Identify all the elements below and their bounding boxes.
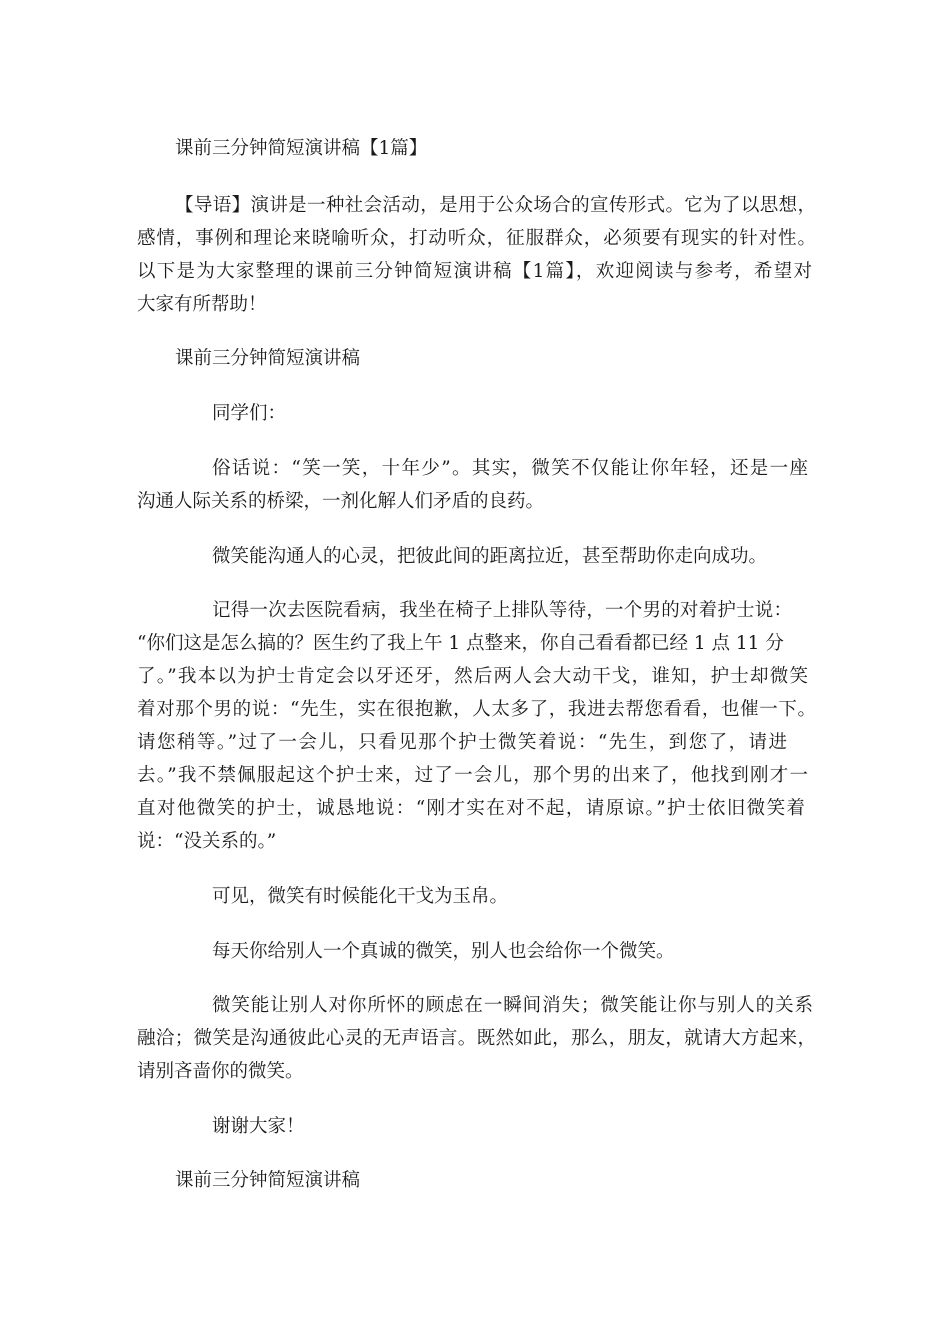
section-heading: 课前三分钟简短演讲稿	[175, 1170, 361, 1191]
paragraph-line: 了。”我本以为护士肯定会以牙还牙，然后两人会大动干戈，谁知，护士却微笑	[137, 666, 808, 687]
paragraph-line: 俗话说：“笑一笑，十年少”。其实，微笑不仅能让你年轻，还是一座	[212, 458, 808, 479]
intro-line: 以下是为大家整理的课前三分钟简短演讲稿【1篇】，欢迎阅读与参考，希望对	[137, 261, 812, 282]
paragraph-line: 请您稍等。”过了一会儿，只看见那个护士微笑着说：“先生，到您了，请进	[137, 732, 787, 753]
paragraph-2: 微笑能沟通人的心灵，把彼此间的距离拉近，甚至帮助你走向成功。	[212, 546, 768, 567]
paragraph-line: 直对他微笑的护士，诚恳地说：“刚才实在对不起，请原谅。”护士依旧微笑着	[137, 798, 805, 819]
paragraph-line: “你们这是怎么搞的？医生约了我上午 1 点整来，你自己看看都已经 1 点 11 分	[137, 633, 784, 654]
intro-line: 大家有所帮助！	[137, 294, 267, 315]
paragraph-line: 融洽；微笑是沟通彼此心灵的无声语言。既然如此，那么，朋友，就请大方起来，	[137, 1028, 816, 1049]
intro-line: 【导语】演讲是一种社会活动，是用于公众场合的宣传形式。它为了以思想，	[175, 195, 816, 216]
intro-line: 感情，事例和理论来晓喻听众，打动听众，征服群众，必须要有现实的针对性。	[137, 228, 816, 249]
closing-line: 谢谢大家！	[212, 1116, 305, 1137]
paragraph-line: 着对那个男的说：“先生，实在很抱歉，人太多了，我进去帮您看看，也催一下。	[137, 699, 816, 720]
salutation: 同学们：	[212, 403, 287, 424]
paragraph-line: 请别吝啬你的微笑。	[137, 1061, 304, 1082]
paragraph-5: 每天你给别人一个真诚的微笑，别人也会给你一个微笑。	[212, 941, 675, 962]
section-heading: 课前三分钟简短演讲稿	[175, 348, 361, 369]
document-title: 课前三分钟简短演讲稿【1篇】	[175, 138, 428, 159]
paragraph-line: 微笑能让别人对你所怀的顾虑在一瞬间消失；微笑能让你与别人的关系	[212, 995, 813, 1016]
paragraph-4: 可见，微笑有时候能化干戈为玉帛。	[212, 886, 509, 907]
paragraph-line: 记得一次去医院看病，我坐在椅子上排队等待，一个男的对着护士说：	[212, 600, 792, 621]
paragraph-line: 沟通人际关系的桥梁，一剂化解人们矛盾的良药。	[137, 491, 545, 512]
paragraph-line: 说：“没关系的。”	[137, 831, 277, 852]
paragraph-line: 去。”我不禁佩服起这个护士来，过了一会儿，那个男的出来了，他找到刚才一	[137, 765, 808, 786]
